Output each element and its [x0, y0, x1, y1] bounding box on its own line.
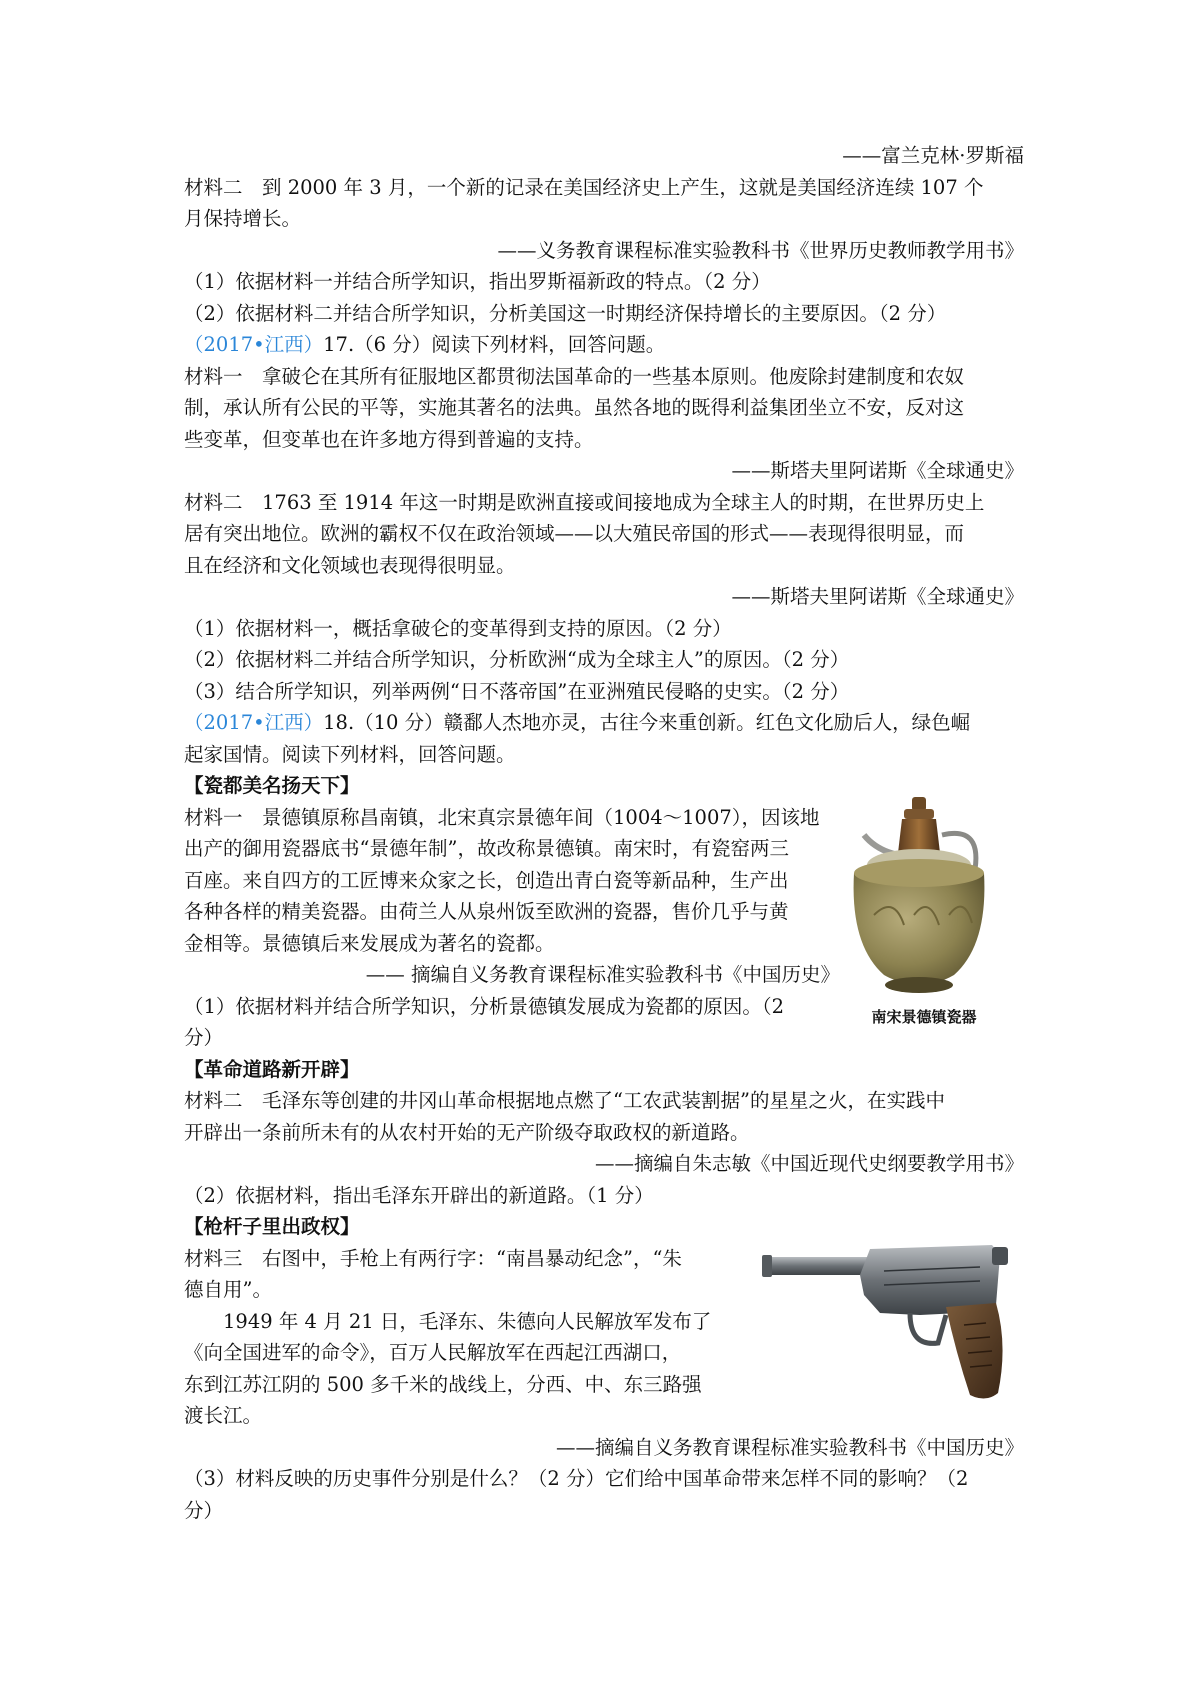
- material-line: 《向全国进军的命令》，百万人民解放军在西起江西湖口，: [184, 1341, 682, 1364]
- question-line: 分）: [184, 1026, 224, 1049]
- material-line: 出产的御用瓷器底书“景德年制”，故改称景德镇。南宋时，有瓷窑两三: [184, 837, 789, 860]
- material-line: 材料二 1763 至 1914 年这一时期是欧洲直接或间接地成为全球主人的时期，在世界历史上: [184, 490, 985, 514]
- exam-page: [184, 140, 1024, 1526]
- porcelain-vase-image: [824, 795, 1024, 1000]
- question-line: （1）依据材料并结合所学知识，分析景德镇发展成为瓷都的原因。（2: [184, 994, 785, 1018]
- material-line: 材料二 到 2000 年 3 月，一个新的记录在美国经济史上产生，这就是美国经济连续 107 个: [184, 175, 984, 199]
- section-title: 【瓷都美名扬天下】: [184, 774, 360, 797]
- material-line: 月保持增长。: [184, 207, 302, 230]
- pistol-figure: [760, 1235, 1030, 1405]
- material-line: 材料一 拿破仑在其所有征服地区都贯彻法国革命的一些基本原则。他废除封建制度和农奴: [184, 364, 965, 388]
- source-tag[interactable]: （2017•江西）: [184, 333, 324, 356]
- attribution: ——摘编自义务教育课程标准实验教科书《中国历史》: [555, 1435, 1024, 1459]
- question-line: （2）依据材料二并结合所学知识，分析欧洲“成为全球主人”的原因。（2 分）: [184, 648, 850, 671]
- question-line: 分）: [184, 1498, 224, 1522]
- attribution: ——富兰克林·罗斯福: [842, 144, 1024, 167]
- attribution: —— 摘编自义务教育课程标准实验教科书《中国历史》: [365, 963, 840, 986]
- material-line: 各种各样的精美瓷器。由荷兰人从泉州饭至欧洲的瓷器，售价几乎与黄: [184, 900, 789, 923]
- section-title: 【枪杆子里出政权】: [184, 1215, 360, 1238]
- material-line: 材料三 右图中，手枪上有两行字：“南昌暴动纪念”，“朱: [184, 1246, 682, 1270]
- question-header-text: 18.（10 分）赣鄱人杰地亦灵，古往今来重创新。红色文化励后人，绿色崛: [323, 711, 971, 734]
- attribution: ——斯塔夫里阿诺斯《全球通史》: [731, 459, 1024, 482]
- question-line: （1）依据材料一，概括拿破仑的变革得到支持的原因。（2 分）: [184, 616, 732, 640]
- attribution: ——斯塔夫里阿诺斯《全球通史》: [731, 585, 1024, 608]
- question-line: （2）依据材料二并结合所学知识，分析美国这一时期经济保持增长的主要原因。（2 分）: [184, 301, 947, 325]
- question-line: （1）依据材料一并结合所学知识，指出罗斯福新政的特点。（2 分）: [184, 270, 771, 293]
- material-line: 居有突出地位。欧洲的霸权不仅在政治领域——以大殖民帝国的形式——表现得很明显，而: [184, 522, 965, 545]
- question-line: （2）依据材料，指出毛泽东开辟出的新道路。（1 分）: [184, 1183, 654, 1207]
- question-line: （3）材料反映的历史事件分别是什么？（2 分）它们给中国革命带来怎样不同的影响？（2: [184, 1467, 969, 1490]
- porcelain-figure: [824, 795, 1024, 1027]
- material-line: 渡长江。: [184, 1404, 263, 1427]
- material-line: 1949 年 4 月 21 日，毛泽东、朱德向人民解放军发布了: [223, 1309, 712, 1333]
- attribution: ——义务教育课程标准实验教科书《世界历史教师教学用书》: [497, 238, 1024, 262]
- question-header-cont: 起家国情。阅读下列材料，回答问题。: [184, 742, 516, 766]
- material-line: 制，承认所有公民的平等，实施其著名的法典。虽然各地的既得利益集团坐立不安，反对这: [184, 396, 965, 419]
- source-tag[interactable]: （2017•江西）: [184, 711, 324, 734]
- material-line: 材料二 毛泽东等创建的井冈山革命根据地点燃了“工农武装割据”的星星之火，在实践中: [184, 1089, 945, 1112]
- material-line: 百座。来自四方的工匠博来众家之长，创造出青白瓷等新品种，生产出: [184, 868, 789, 892]
- question-header: [184, 329, 1024, 361]
- question-header: [184, 707, 1024, 739]
- pistol-image: [760, 1235, 1030, 1405]
- figure-caption: 南宋景德镇瓷器: [871, 1008, 977, 1026]
- material-line: 开辟出一条前所未有的从农村开始的无产阶级夺取政权的新道路。: [184, 1120, 750, 1144]
- material-line: 材料一 景德镇原称昌南镇，北宋真宗景德年间（1004～1007），因该地: [184, 805, 820, 829]
- material-line: 东到江苏江阴的 500 多千米的战线上，分西、中、东三路强: [184, 1372, 702, 1396]
- attribution: ——摘编自朱志敏《中国近现代史纲要教学用书》: [594, 1152, 1024, 1175]
- question-header-text: 17.（6 分）阅读下列材料，回答问题。: [323, 333, 666, 356]
- material-line: 德自用”。: [184, 1278, 272, 1301]
- section-title: 【革命道路新开辟】: [184, 1057, 360, 1081]
- material-line: 且在经济和文化领域也表现得很明显。: [184, 553, 516, 577]
- material-line: 金相等。景德镇后来发展成为著名的瓷都。: [184, 931, 555, 955]
- material-line: 些变革，但变革也在许多地方得到普遍的支持。: [184, 427, 594, 451]
- question-line: （3）结合所学知识，列举两例“日不落帝国”在亚洲殖民侵略的史实。（2 分）: [184, 679, 850, 703]
